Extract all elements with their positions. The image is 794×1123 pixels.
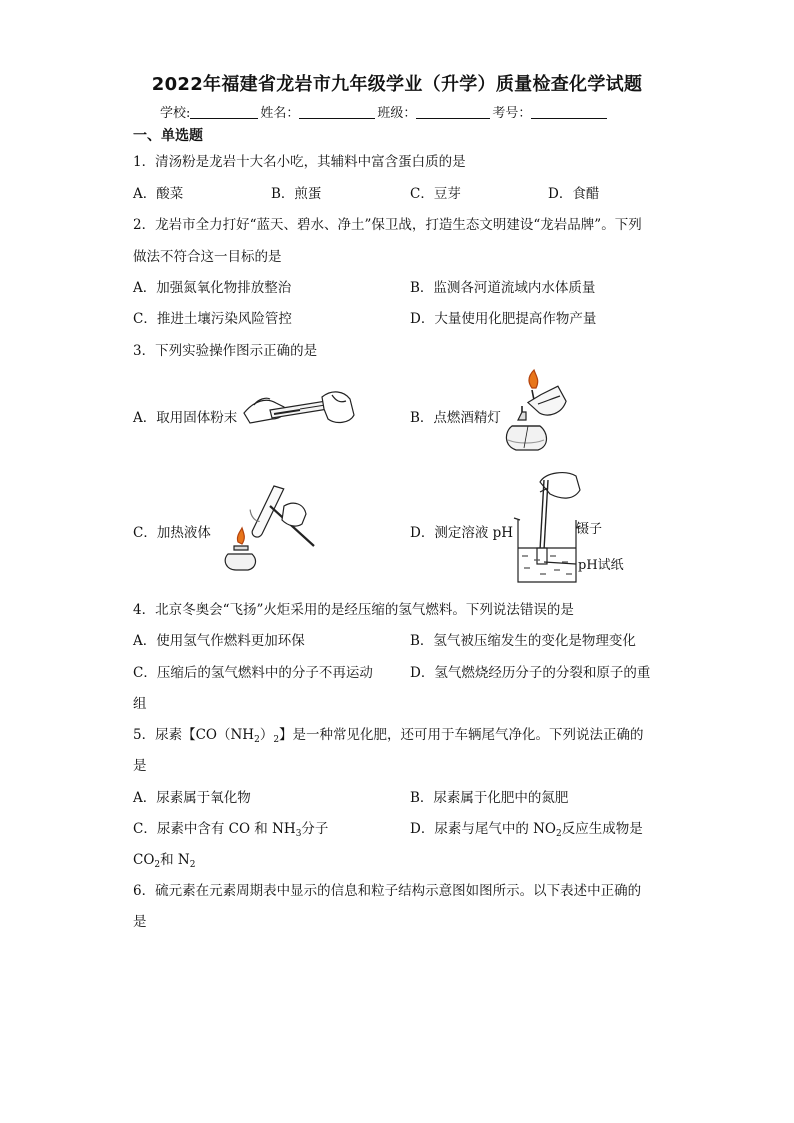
number-blank[interactable] bbox=[531, 104, 607, 119]
q5-d-post: 反应生成物是 bbox=[561, 821, 643, 837]
q5-sub-1: 2 bbox=[254, 735, 260, 745]
q4-option-c: C．压缩后的氢气燃料中的分子不再运动 bbox=[133, 665, 373, 681]
section-heading: 一、单选题 bbox=[133, 128, 203, 144]
name-blank[interactable] bbox=[299, 104, 375, 119]
q1-stem: 1．清汤粉是龙岩十大名小吃，其辅料中富含蛋白质的是 bbox=[133, 154, 466, 170]
q5-option-a: A．尿素属于氧化物 bbox=[133, 790, 251, 806]
q5-stem-line1 bbox=[133, 723, 644, 745]
q5-d2-mid: 和 N bbox=[160, 852, 190, 868]
q3-stem: 3．下列实验操作图示正确的是 bbox=[133, 343, 318, 359]
q4-option-d: D．氢气燃烧经历分子的分裂和原子的重 bbox=[410, 665, 651, 681]
q6-stem-line1: 6．硫元素在元素周期表中显示的信息和粒子结构示意图如图所示。以下表述中正确的 bbox=[133, 883, 642, 899]
q5-d2-sub2: 2 bbox=[189, 860, 196, 870]
q1-option-c: C．豆芽 bbox=[410, 186, 461, 202]
class-blank[interactable] bbox=[416, 104, 490, 119]
q3-option-b: B．点燃酒精灯 bbox=[410, 410, 501, 426]
q2-option-d: D．大量使用化肥提高作物产量 bbox=[410, 311, 597, 327]
q5-stem-pre: 5．尿素【CO（NH bbox=[133, 727, 255, 743]
q5-c-sub: 3 bbox=[295, 829, 302, 839]
q5-stem-post: 】是一种常见化肥，还可用于车辆尾气净化。下列说法正确的 bbox=[279, 727, 644, 743]
q6-stem-line2: 是 bbox=[133, 914, 147, 930]
q5-stem-mid: ） bbox=[259, 727, 274, 743]
name-label: 姓名： bbox=[260, 106, 300, 121]
q5-option-b: B．尿素属于化肥中的氮肥 bbox=[410, 790, 569, 806]
label-tweezers: 镊子 bbox=[576, 522, 603, 537]
q4-option-a: A．使用氢气作燃料更加环保 bbox=[133, 633, 305, 649]
page-title: 2022年福建省龙岩市九年级学业（升学）质量检查化学试题 bbox=[151, 74, 643, 95]
q5-d-pre: D．尿素与尾气中的 NO bbox=[410, 821, 556, 837]
q5-stem-line2: 是 bbox=[133, 758, 147, 774]
q2-stem-line2: 做法不符合这一目标的是 bbox=[133, 249, 282, 265]
q4-stem: 4．北京冬奥会“飞扬”火炬采用的是经压缩的氢气燃料。下列说法错误的是 bbox=[133, 602, 574, 618]
q5-option-d-continued bbox=[133, 848, 195, 870]
q4-option-d-continued: 组 bbox=[133, 696, 147, 712]
q5-c-post: 分子 bbox=[301, 821, 329, 837]
class-label: 班级： bbox=[377, 106, 417, 121]
label-ph-paper: pH试纸 bbox=[578, 558, 624, 573]
q5-d2-pre: CO bbox=[133, 852, 155, 868]
q4-option-b: B．氢气被压缩发生的变化是物理变化 bbox=[410, 633, 636, 649]
number-label: 考号： bbox=[492, 106, 532, 121]
q5-option-c bbox=[133, 817, 328, 839]
q1-option-d: D．食醋 bbox=[548, 186, 600, 202]
q3-option-c: C．加热液体 bbox=[133, 525, 211, 541]
q5-d-sub: 2 bbox=[556, 829, 562, 839]
figure-solid-powder bbox=[240, 383, 358, 435]
q5-d2-sub: 2 bbox=[154, 860, 161, 870]
q1-option-a: A．酸菜 bbox=[133, 186, 184, 202]
student-info-line bbox=[160, 102, 609, 121]
figure-alcohol-lamp bbox=[498, 368, 568, 456]
q1-option-b: B．煎蛋 bbox=[271, 186, 322, 202]
figure-heating-liquid bbox=[222, 480, 322, 572]
q2-stem-line1: 2．龙岩市全力打好“蓝天、碧水、净土”保卫战，打造生态文明建设“龙岩品牌”。下列 bbox=[133, 217, 642, 233]
q5-c-pre: C．尿素中含有 CO 和 NH bbox=[133, 821, 296, 837]
q5-option-d bbox=[410, 817, 643, 839]
q2-option-b: B．监测各河道流域内水体质量 bbox=[410, 280, 596, 296]
school-label: 学校: bbox=[160, 106, 191, 121]
q3-option-d: D．测定溶液 pH bbox=[410, 525, 514, 541]
school-blank[interactable] bbox=[190, 104, 258, 119]
q5-sub-2: 2 bbox=[273, 735, 280, 745]
q3-option-a: A．取用固体粉末 bbox=[133, 410, 238, 426]
q2-option-c: C．推进土壤污染风险管控 bbox=[133, 311, 292, 327]
q2-option-a: A．加强氮氧化物排放整治 bbox=[133, 280, 292, 296]
